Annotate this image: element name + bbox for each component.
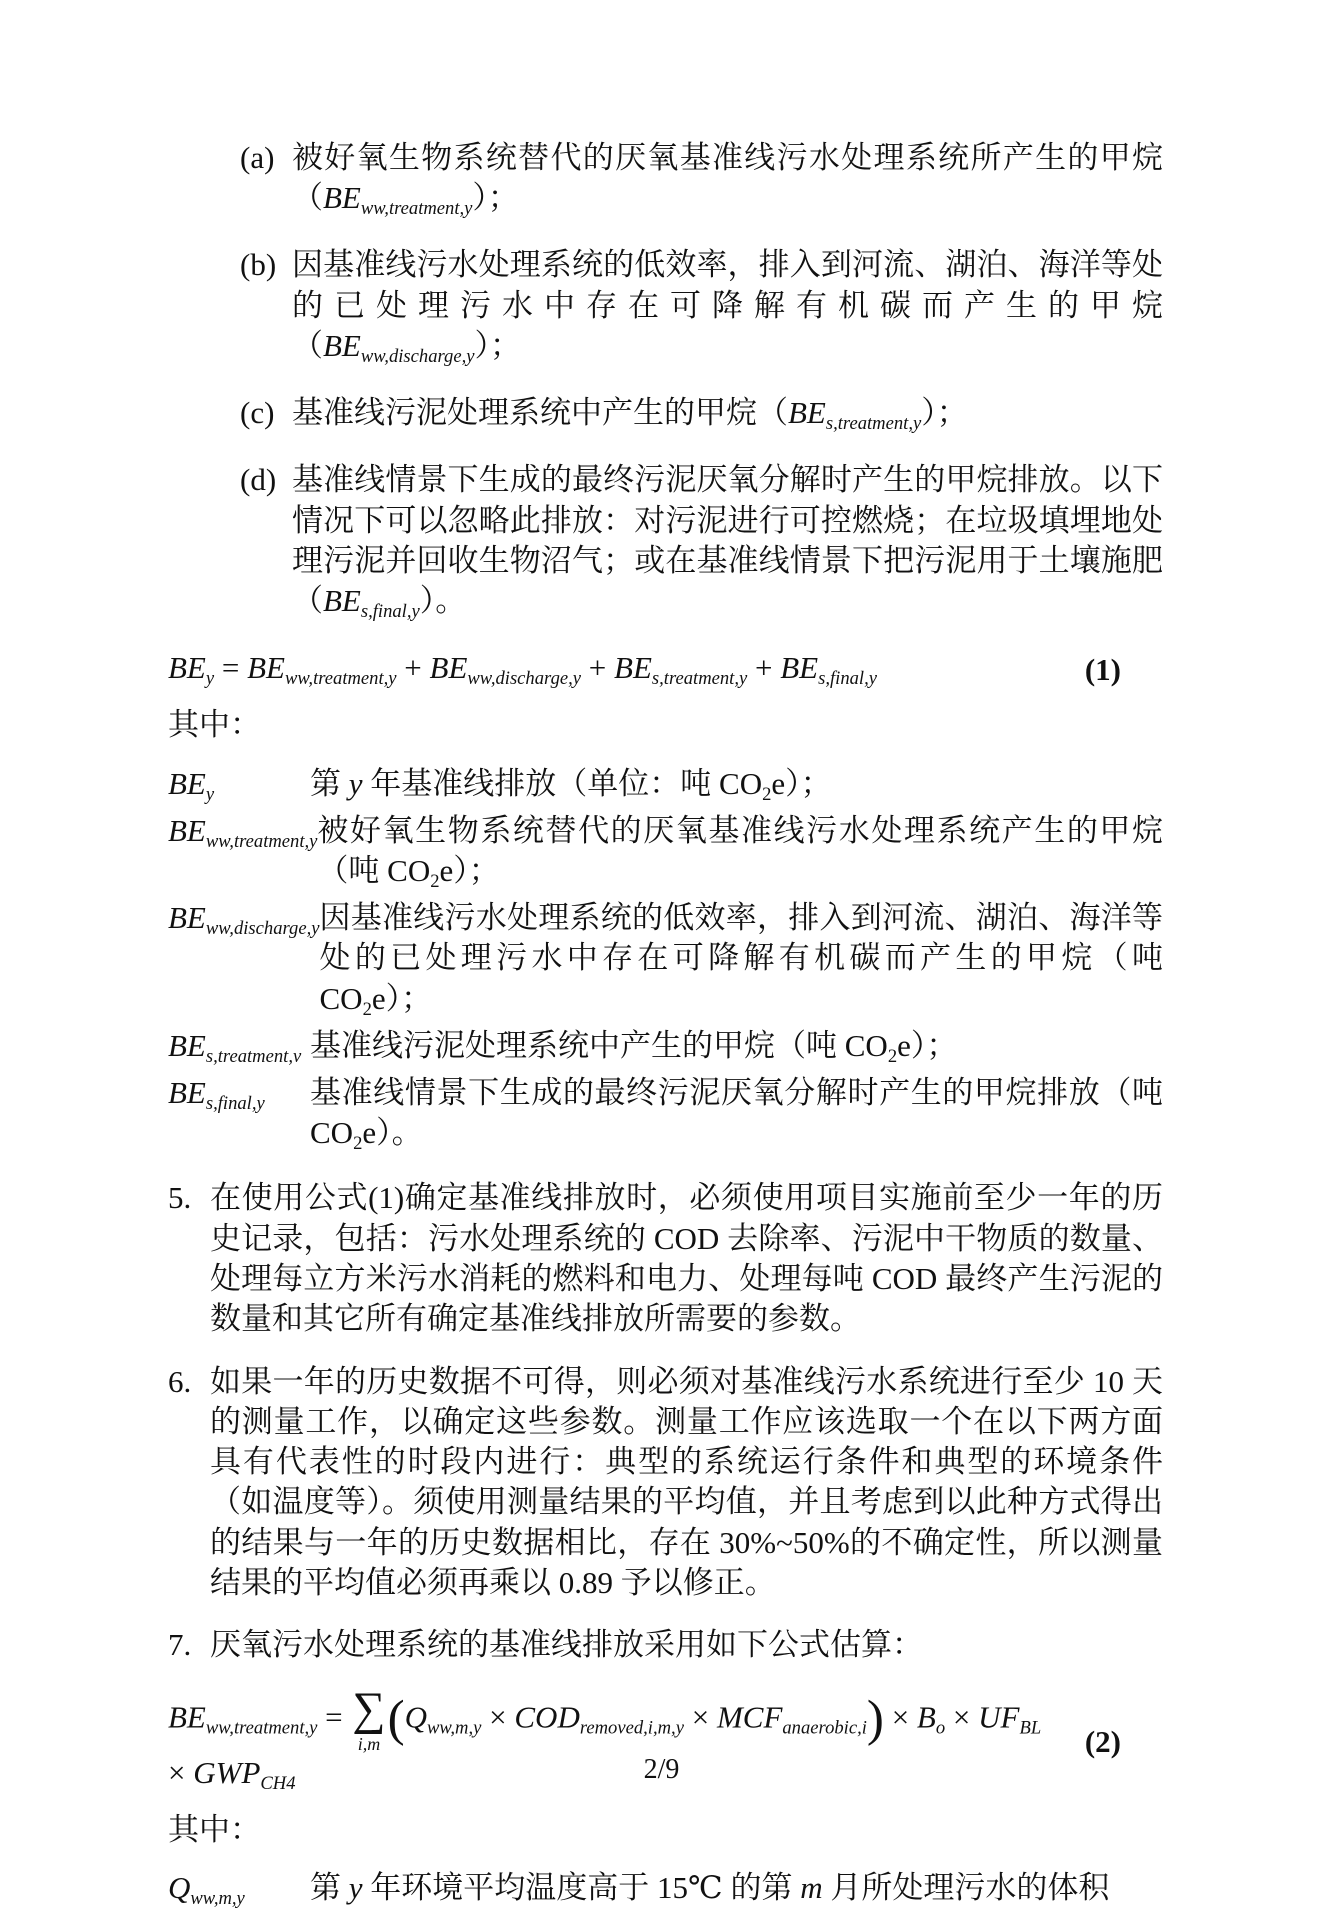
definition-row xyxy=(168,1073,1163,1156)
equation-2-formula: BEww,treatment,y = ∑ i,m (Qww,m,y × CODremoved,i,m,y × MCFanaerobic,i) × Bo × UFBL × GWPCH4 xyxy=(168,1683,1042,1794)
item-text: 厌氧污水处理系统的基准线排放采用如下公式估算： xyxy=(210,1627,923,1663)
definition-term: BEy xyxy=(168,765,215,805)
definition-text: 基准线情景下生成的最终污泥厌氧分解时产生的甲烷排放（吨 CO2e）。 xyxy=(310,1074,1163,1155)
numbered-item-5 xyxy=(168,1178,1163,1339)
list-item-text: 基准线情景下生成的最终污泥厌氧分解时产生的甲烷排放。以下情况下可以忽略此排放：对污泥进行可控燃烧；在垃圾填埋地处理污泥并回收生物沼气；或在基准线情景下把污泥用于土壤施肥（BEs,final,y）。 xyxy=(292,462,1163,623)
definition-text: 第 y 年环境平均温度高于 15℃ 的第 m 月所处理污水的体积 xyxy=(310,1870,1110,1906)
where-label-2: 其中： xyxy=(168,1811,261,1847)
definition-row xyxy=(168,811,1163,894)
definition-text: 第 y 年基准线排放（单位：吨 CO2e）； xyxy=(310,765,832,805)
definition-row xyxy=(168,898,1163,1022)
list-item-b xyxy=(240,245,1163,369)
definition-term: BEs,treatment,v xyxy=(168,1027,302,1067)
list-item-text: 因基准线污水处理系统的低效率，排入到河流、湖泊、海洋等处的已处理污水中存在可降解有机碳而产生的甲烷（BEww,discharge,y）； xyxy=(292,247,1163,367)
list-item-c xyxy=(240,393,1163,436)
list-item-d xyxy=(240,460,1163,624)
definition-term: BEww,discharge,y xyxy=(168,900,320,940)
definition-text: 基准线污泥处理系统中产生的甲烷（吨 CO2e）； xyxy=(310,1027,958,1067)
item-text: 如果一年的历史数据不可得，则必须对基准线污水系统进行至少 10 天的测量工作，以确定这些参数。测量工作应该选取一个在以下两方面具有代表性的时段内进行：典型的系统运行条件和典型的环境条件（如温度等）。须使用测量结果的平均值，并且考虑到以此种方式得出的结果与一年的历史数据相比，存在 30%~50%的不确定性，所以测量结果的平均值必须再乘以 0.89 予以修正。 xyxy=(210,1363,1163,1601)
definition-term: Qww,m,y xyxy=(168,1870,245,1910)
definition-list xyxy=(168,764,1163,1157)
page-number: 2/9 xyxy=(643,1754,680,1785)
list-item-label: (b) xyxy=(240,247,277,283)
definition-row xyxy=(168,1026,1163,1069)
item-text: 在使用公式(1)确定基准线排放时，必须使用项目实施前至少一年的历史记录，包括：污水处理系统的 COD 去除率、污泥中干物质的数量、处理每立方米污水消耗的燃料和电力、处理每吨 COD 最终产生污泥的数量和其它所有确定基准线排放所需要的参数。 xyxy=(210,1180,1163,1337)
where-label-1: 其中： xyxy=(168,707,261,743)
definition-text: 被好氧生物系统替代的厌氧基准线污水处理系统产生的甲烷（吨 CO2e）； xyxy=(317,812,1163,892)
equation-1-number: (1) xyxy=(1084,651,1121,687)
definition-list-2 xyxy=(168,1868,1163,1911)
list-item-label: (c) xyxy=(240,395,275,431)
alpha-list xyxy=(168,138,1163,624)
definition-row xyxy=(168,1868,1163,1911)
list-item-label: (d) xyxy=(240,462,277,498)
numbered-item-7 xyxy=(168,1625,1163,1665)
list-item-a xyxy=(240,138,1163,221)
equation-2-number: (2) xyxy=(1084,1723,1121,1759)
numbered-item-6 xyxy=(168,1362,1163,1604)
definition-term: BEww,treatment,y xyxy=(168,812,318,852)
definition-term: BEs,final,y xyxy=(168,1074,265,1114)
list-item-label: (a) xyxy=(240,140,275,175)
item-number: 6. xyxy=(168,1363,192,1399)
list-item-text: 被好氧生物系统替代的厌氧基准线污水处理系统所产生的甲烷（BEww,treatment,y）； xyxy=(292,140,1163,220)
item-number: 7. xyxy=(168,1627,192,1663)
definition-text: 因基准线污水处理系统的低效率，排入到河流、湖泊、海洋等处的已处理污水中存在可降解有机碳而产生的甲烷（吨 CO2e）； xyxy=(319,900,1163,1020)
definition-row xyxy=(168,764,1163,807)
equation-1-formula: BEy = BEww,treatment,y + BEww,discharge,y + BEs,treatment,y + BEs,final,y xyxy=(168,650,877,690)
equation-1 xyxy=(168,648,1163,691)
list-item-text: 基准线污泥处理系统中产生的甲烷（BEs,treatment,y）； xyxy=(292,395,968,435)
item-number: 5. xyxy=(168,1180,192,1216)
